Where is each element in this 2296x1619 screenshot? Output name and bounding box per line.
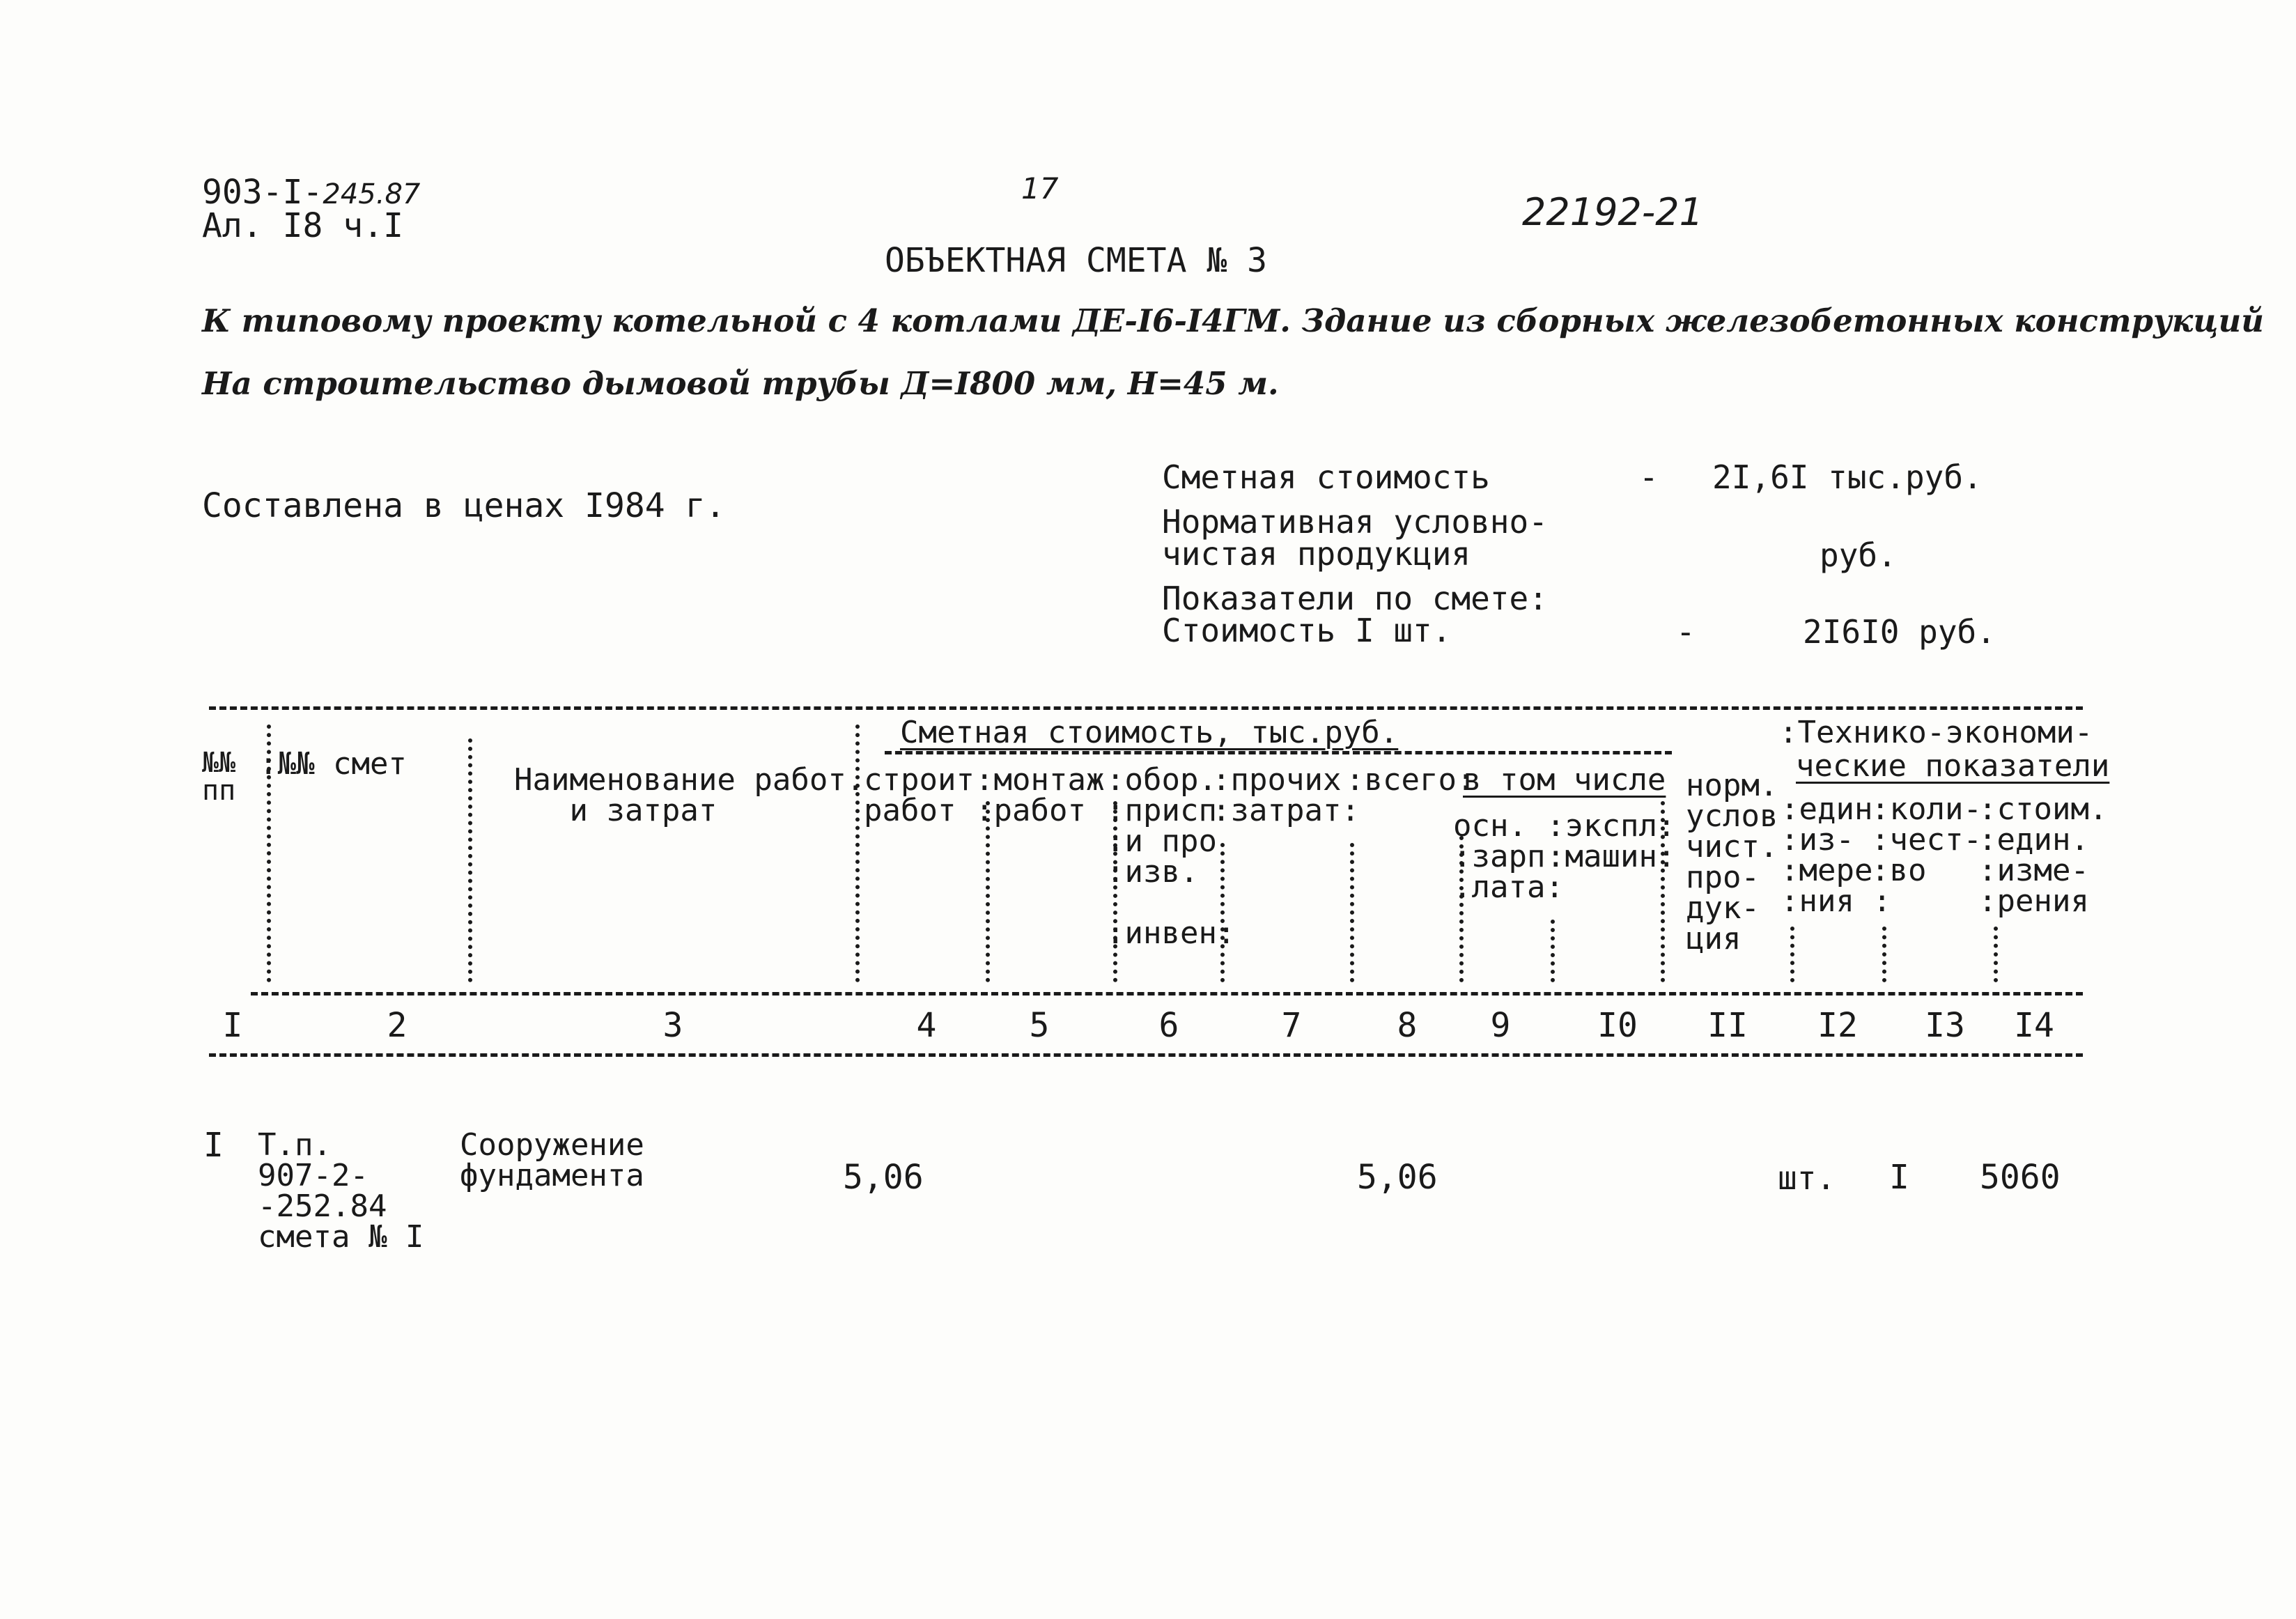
construction-object: На строительство дымовой трубы Д=I800 мм, Н=45 м. [202,365,1279,402]
col-number-4: 4 [916,1006,937,1045]
header-installation-works: :монтаж :работ [975,762,1105,828]
header-bottom-rule [251,992,2083,996]
header-construction-works: строит работ [864,762,975,828]
project-code [202,173,421,212]
indicators-label: Показатели по смете: Стоимость I шт. [1162,580,1548,649]
estimated-cost-label: Сметная стоимость [1162,458,1490,496]
col-sep-9 [1551,920,1555,982]
col-sep-7 [1350,843,1354,982]
col-number-7: 7 [1281,1006,1302,1045]
estimated-cost-dash: - [1639,458,1659,496]
table-top-rule [209,706,2083,710]
col-number-2: 2 [387,1006,408,1045]
header-cost-group: Сметная стоимость, тыс.руб. [900,715,1399,750]
header-tech-economic: :Технико-экономи- [1779,715,2093,750]
header-tech-economic-2: ческие показатели [1796,748,2110,784]
header-unit-cost: :стоим. :един. :изме- :рения [1978,791,2108,919]
project-code-typed: 903-I- [202,173,323,212]
normative-product-label: Нормативная условно- чистая продукция [1162,503,1548,573]
col-sep-13 [1994,927,1998,982]
header-unit-measure: :един :из- :мере :ния : [1781,791,1891,919]
cost-group-rule [885,751,1672,754]
header-base-wages: осн. :зарп .лата: [1453,808,1564,905]
unit-cost-value: 2I6I0 руб. [1803,613,1996,651]
project-code-handwritten: 245.87 [323,178,421,210]
col-sep-4 [986,801,990,982]
row-1-unit: шт. [1778,1159,1836,1197]
header-quantity: :коли- :чест- :во [1871,791,1982,888]
col-number-1: I [222,1006,243,1045]
inventory-number: 22192-21 [1522,190,1703,234]
col-number-13: I3 [1925,1006,1965,1045]
col-number-11: II [1707,1006,1748,1045]
header-machine-operation: :экспл: :машин: [1546,808,1676,874]
normative-product-value: руб. [1820,536,1897,574]
col-number-8: 8 [1397,1006,1418,1045]
page-number: 17 [1021,171,1059,206]
row-1-estimate-ref: Т.п. 907-2- -252.84 смета № I [258,1127,424,1255]
header-estimate-number: :№№ смет [259,746,407,782]
col-sep-12 [1882,927,1886,982]
document-title: ОБЪЕКТНАЯ СМЕТА № 3 [885,241,1268,280]
row-1-work-name: Сооружение фундамента [460,1127,644,1193]
row-1-number: I [203,1126,224,1165]
col-sep-11 [1790,927,1794,982]
col-number-10: I0 [1597,1006,1638,1045]
row-1-construction-cost: 5,06 [843,1158,924,1197]
indicators-dash: - [1676,613,1696,651]
row-1-unit-cost: 5060 [1980,1158,2061,1197]
col-number-9: 9 [1490,1006,1511,1045]
header-normative-product: норм. услов чист. про- дук- ция [1686,768,1778,956]
price-level: Составлена в ценах I984 г. [202,486,726,525]
header-row-number: №№ пп [202,747,236,807]
row-1-total-cost: 5,06 [1357,1158,1438,1197]
row-1-quantity: I [1889,1158,1909,1197]
header-equipment: :обор. :присп :и про :изв. :инвен: [1106,762,1236,951]
col-number-3: 3 [662,1006,683,1045]
header-total: :всего: [1346,762,1475,798]
col-sep-2 [468,738,472,982]
col-number-5: 5 [1029,1006,1050,1045]
column-number-rule [209,1053,2083,1057]
header-work-name: Наименование работ. и затрат [514,762,865,828]
header-including: в том числе [1463,762,1666,798]
col-number-6: 6 [1158,1006,1179,1045]
sheet-ref: Ал. I8 ч.I [202,206,403,245]
project-description: К типовому проекту котельной с 4 котлами ДЕ-I6-I4ГМ. Здание из сборных железобетонных конструкций [202,302,2264,339]
header-other-costs: :прочих :затрат: [1212,762,1360,828]
estimated-cost-value: 2I,6I тыс.руб. [1712,458,1983,496]
col-number-12: I2 [1817,1006,1858,1045]
col-number-14: I4 [2014,1006,2054,1045]
